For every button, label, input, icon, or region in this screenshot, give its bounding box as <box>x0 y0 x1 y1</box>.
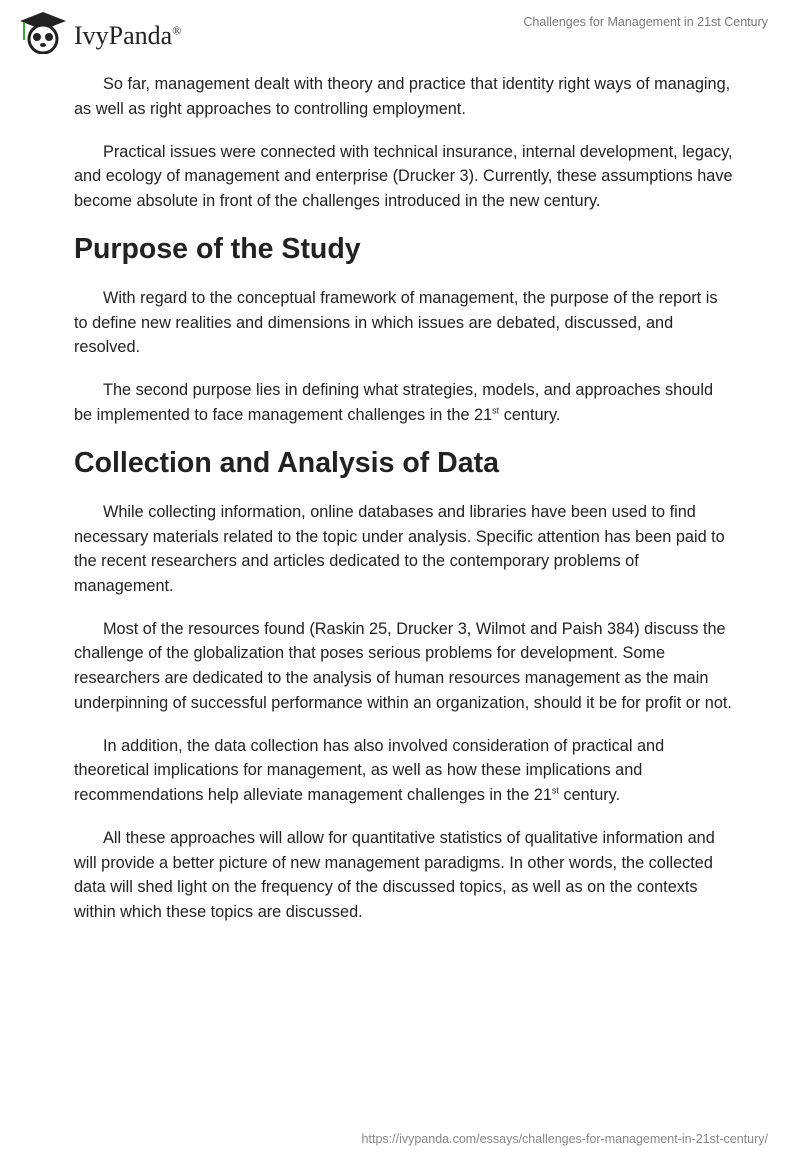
heading-purpose: Purpose of the Study <box>74 232 361 265</box>
paragraph <box>74 734 734 808</box>
text: century. <box>499 405 561 424</box>
paragraph: While collecting information, online databases and libraries have been used to find necessary materials related to the topic under analysis. Specific attention has been paid to the recent researchers and articles dedicated to the contemporary problems of management. <box>74 502 725 595</box>
essay-body <box>74 72 734 943</box>
paragraph: So far, management dealt with theory and practice that identity right ways of managing, as well as right approaches to controlling employment. <box>74 75 731 118</box>
document-title: Challenges for Management in 21st Century <box>523 15 768 29</box>
panda-logo-icon <box>18 10 68 54</box>
paragraph: Practical issues were connected with technical insurance, internal development, legacy, and ecology of management and enterprise (Drucker 3). Currently, these assumptions have become absolute in front of the challenges introduced in the new century. <box>74 142 733 210</box>
superscript: st <box>551 785 559 796</box>
paragraph: With regard to the conceptual framework of management, the purpose of the report is to define new realities and dimensions in which issues are debated, discussed, and resolved. <box>74 288 718 357</box>
paragraph <box>74 378 734 427</box>
text: century. <box>558 785 621 804</box>
paragraph: All these approaches will allow for quantitative statistics of qualitative information and will provide a better picture of new management paradigms. In other words, the collected data will shed light on the frequency of the discussed topics, as well as on the contexts within which these topics are discussed. <box>74 828 715 921</box>
heading-collection: Collection and Analysis of Data <box>74 446 499 479</box>
superscript: st <box>492 405 500 416</box>
logo-text: IvyPanda <box>74 21 173 50</box>
text: The second purpose lies in defining what strategies, models, and approaches should be implemented to face management challenges in the 21 <box>74 381 714 424</box>
ivypanda-logo[interactable] <box>18 10 181 54</box>
text: In addition, the data collection has also involved consideration of practical and theoretical implications for management, as well as how these implications and recommendations help alleviate management challenges in the 21 <box>74 736 665 804</box>
paragraph: Most of the resources found (Raskin 25, Drucker 3, Wilmot and Paish 384) discuss the challenge of the globalization that poses serious problems for development. Some researchers are dedicated to the analysis of human resources management as the main underpinning of successful performance within an organization, should it be for profit or not. <box>74 619 732 712</box>
footer-url[interactable]: https://ivypanda.com/essays/challenges-for-management-in-21st-century/ <box>361 1132 768 1146</box>
registered-mark: ® <box>172 23 182 38</box>
